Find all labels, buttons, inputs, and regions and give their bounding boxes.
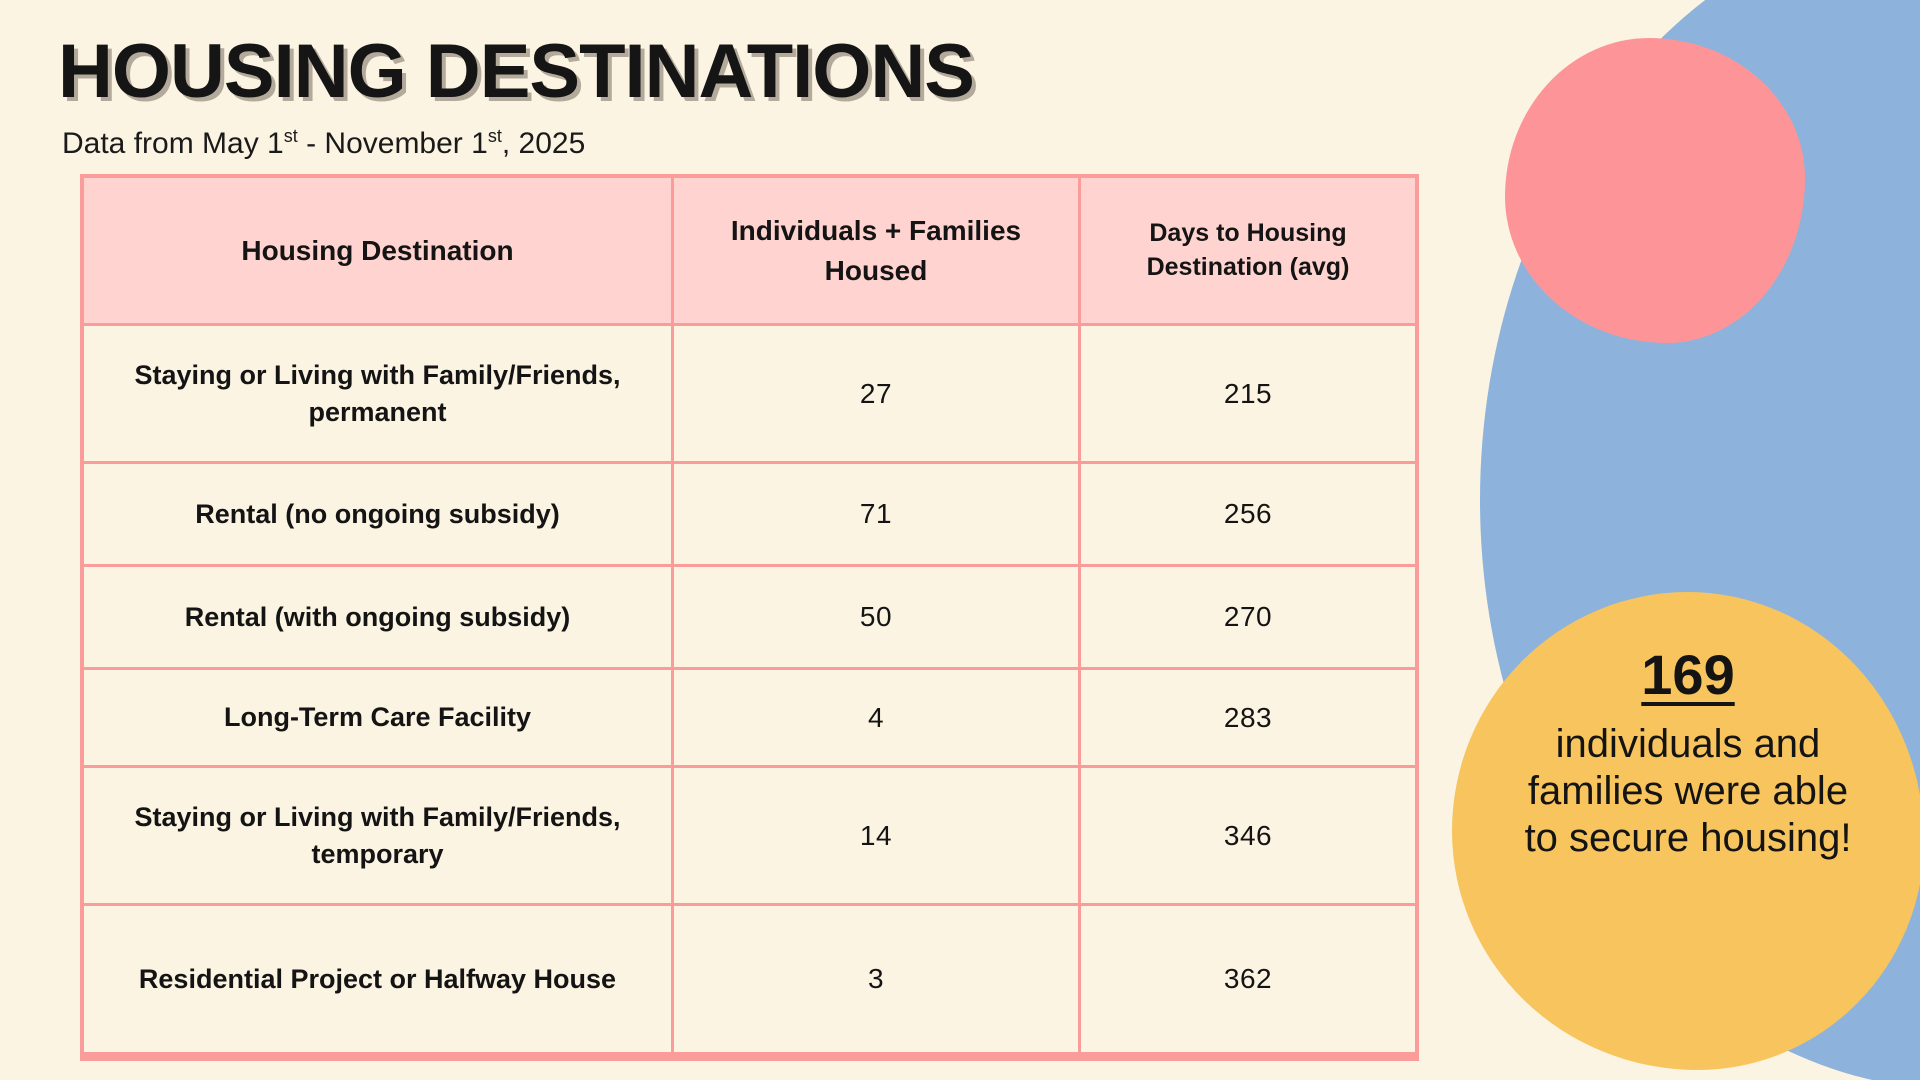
pink-blob-decoration [1505,38,1805,343]
total-housed-number: 169 [1641,643,1735,706]
page-title: HOUSING DESTINATIONS [58,29,974,114]
subtitle-part1: Data from May 1 [62,127,284,160]
table-row-days: 362 [1081,906,1415,1052]
column-header-housed: Individuals + Families Housed [674,178,1078,323]
subtitle-sup1: st [283,126,298,146]
table-row-destination: Rental (no ongoing subsidy) [84,464,671,564]
table-row-housed: 27 [674,326,1078,461]
page-subtitle [62,126,585,161]
table-row-days: 270 [1081,567,1415,667]
subtitle-part3: , 2025 [501,127,586,160]
table-row-housed: 71 [674,464,1078,564]
total-housed-text: individuals and families were able to secure housing! [1524,722,1852,860]
table-row-days: 256 [1081,464,1415,564]
table-row-destination: Rental (with ongoing subsidy) [84,567,671,667]
table-row-days: 346 [1081,768,1415,903]
table-row-housed: 14 [674,768,1078,903]
table-row-housed: 3 [674,906,1078,1052]
table-row-housed: 50 [674,567,1078,667]
table-row-housed: 4 [674,670,1078,765]
table-row-destination: Residential Project or Halfway House [84,906,671,1052]
housing-destinations-table [80,174,1419,1061]
table-row-destination: Staying or Living with Family/Friends, permanent [84,326,671,461]
table-row-destination: Staying or Living with Family/Friends, temporary [84,768,671,903]
subtitle-sup2: st [487,126,502,146]
column-header-days: Days to Housing Destination (avg) [1081,178,1415,323]
table-row-days: 215 [1081,326,1415,461]
column-header-destination: Housing Destination [84,178,671,323]
table-row-days: 283 [1081,670,1415,765]
subtitle-part2: - November 1 [297,127,488,160]
total-housed-callout [1508,642,1868,861]
table-row-destination: Long-Term Care Facility [84,670,671,765]
